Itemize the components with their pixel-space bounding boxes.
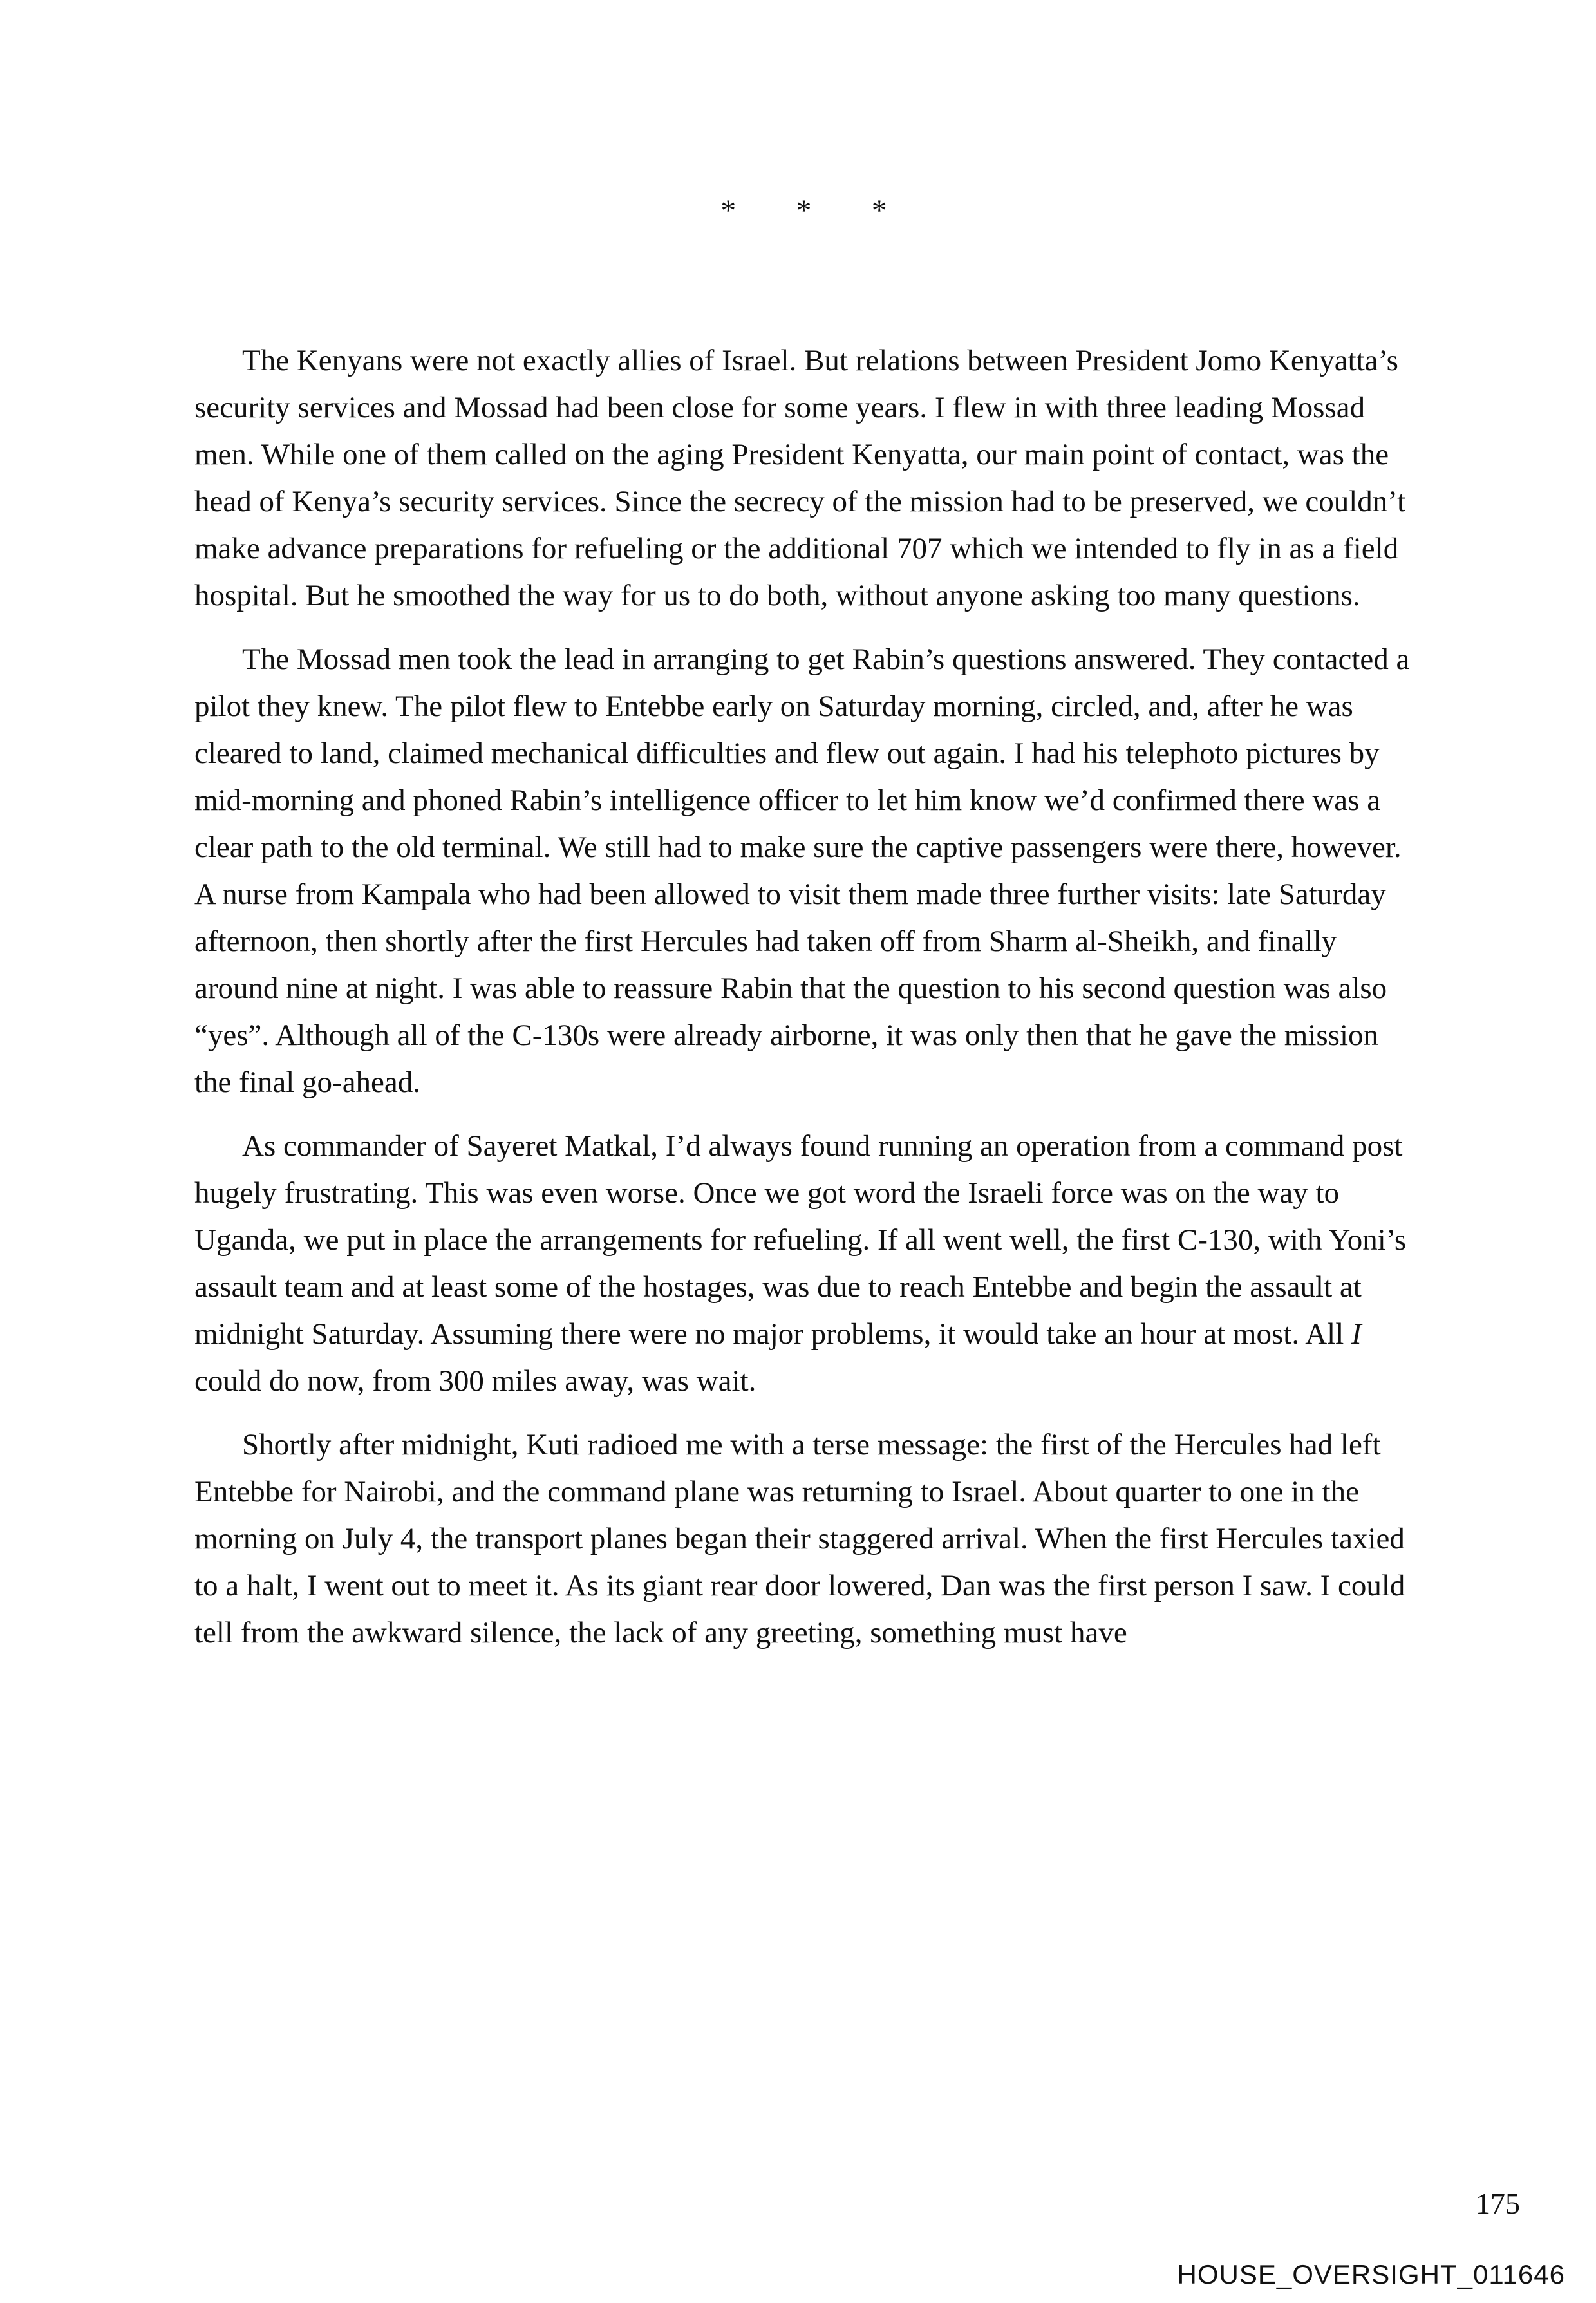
paragraphs-container [194, 337, 1414, 1657]
paragraph [194, 337, 1414, 619]
page-number: 175 [1476, 2187, 1520, 2220]
text-segment-italic: I [1351, 1317, 1362, 1351]
paragraph [194, 1422, 1414, 1657]
text-segment: Shortly after midnight, Kuti radioed me with a terse message: the first of the Hercules had left Entebbe for Nairobi, and the command plane was returning to Israel. About quarter to one in the morning on July 4, the transport planes began their staggered arrival. When the first Hercules taxied to a halt, I went out to meet it. As its giant rear door lowered, Dan was the first person I saw. I could tell from the awkward silence, the lack of any greeting, something must have [194, 1428, 1405, 1650]
text-segment: As commander of Sayeret Matkal, I’d always found running an operation from a command post hugely frustrating. This was even worse. Once we got word the Israeli force was on the way to Uganda, we put in place the arrangements for refueling. If all went well, the first C-130, with Yoni’s assault team and at least some of the hostages, was due to reach Entebbe and begin the assault at midnight Saturday. Assuming there were no major problems, it would take an hour at most. All [194, 1129, 1407, 1351]
section-break: * * * [720, 194, 888, 227]
paragraph [194, 1123, 1414, 1405]
paragraph [194, 636, 1414, 1106]
text-segment: The Mossad men took the lead in arranging to get Rabin’s questions answered. They contacted a pilot they knew. The pilot flew to Entebbe early on Saturday morning, circled, and, after he was cleared to land, claimed mechanical difficulties and flew out again. I had his telephoto pictures by mid-morning and phoned Rabin’s intelligence officer to let him know we’d confirmed there was a clear path to the old terminal. We still had to make sure the captive passengers were there, however. A nurse from Kampala who had been allowed to visit them made three further visits: late Saturday afternoon, then shortly after the first Hercules had taken off from Sharm al-Sheikh, and finally around nine at night. I was able to reassure Rabin that the question to his second question was also “yes”. Although all of the C-130s were already airborne, it was only then that he gave the mission the final go-ahead. [194, 643, 1410, 1099]
text-segment: could do now, from 300 miles away, was wait. [194, 1364, 756, 1398]
text-segment: The Kenyans were not exactly allies of Israel. But relations between President Jomo Kenyatta’s security services and Mossad had been close for some years. I flew in with three leading Mossad men. While one of them called on the aging President Kenyatta, our main point of contact, was the head of Kenya’s security services. Since the secrecy of the mission had to be preserved, we couldn’t make advance preparations for refueling or the additional 707 which we intended to fly in as a field hospital. But he smoothed the way for us to do both, without anyone asking too many questions. [194, 344, 1406, 612]
page-content [194, 193, 1414, 1673]
bates-stamp: HOUSE_OVERSIGHT_011646 [1177, 2259, 1565, 2289]
